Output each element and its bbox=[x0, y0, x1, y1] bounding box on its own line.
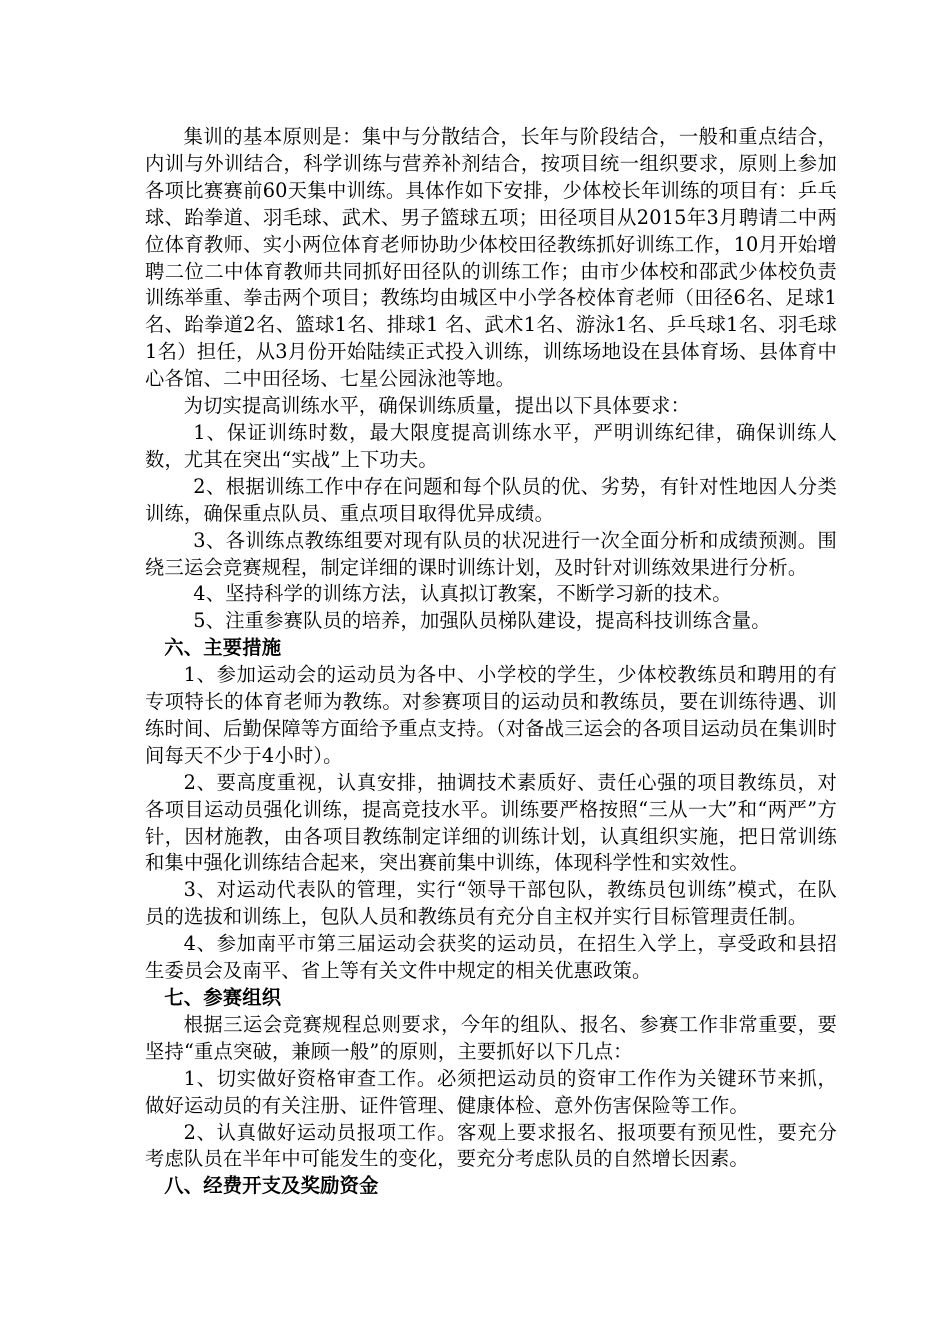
paragraph-requirement-4: 4、坚持科学的训练方法，认真拟订教案，不断学习新的技术。 bbox=[193, 582, 732, 606]
paragraph-training-principles: 集训的基本原则是：集中与分散结合，长年与阶段结合，一般和重点结合，内训与外训结合，科学训练与营养补剂结合，按项目统一组织要求，原则上参加各项比赛赛前60天集中训练。具体作如下安排，少体校长年训练的项目有：乒乓球、跆拳道、羽毛球、武术、男子篮球五项；田径项目从2015年3月聘请二中两位体育教师、实小两位体育老师协助少体校田径教练抓好训练工作，10月开始增聘二位二中体育教师共同抓好田径队的训练工作；由市少体校和邵武少体校负责训练举重、拳击两个项目；教练均由城区中小学各校体育老师（田径6名、足球1名、跆拳道2名、篮球1名、排球1 名、武术1名、游泳1名、乒乓球1名、羽毛球1名）担任，从3月份开始陆续正式投入训练，训练场地设在县体育场、县体育中心各馆、二中田径场、七星公园泳池等地。 bbox=[145, 125, 837, 391]
section-heading-6: 六、主要措施 bbox=[164, 636, 282, 660]
section-heading-8: 八、经费开支及奖励资金 bbox=[164, 1174, 379, 1198]
paragraph-measure-1: 1、参加运动会的运动员为各中、小学校的学生，少体校教练员和聘用的有专项特长的体育老师为教练。对参赛项目的运动员和教练员，要在训练待遇、训练时间、后勤保障等方面给予重点支持。（对备战三运会的各项目运动员在集训时间每天不少于4小时）。 bbox=[145, 663, 837, 767]
paragraph-measure-4: 4、参加南平市第三届运动会获奖的运动员，在招生入学上，享受政和县招生委员会及南平、省上等有关文件中规定的相关优惠政策。 bbox=[145, 932, 837, 983]
paragraph-measure-2: 2、要高度重视，认真安排，抽调技术素质好、责任心强的项目教练员，对各项目运动员强化训练，提高竞技水平。训练要严格按照“三从一大”和“两严”方针，因材施教，由各项目教练制定详细的训练计划，认真组织实施，把日常训练和集中强化训练结合起来，突出赛前集中训练，体现科学性和实效性。 bbox=[145, 770, 837, 875]
paragraph-organization-intro: 根据三运会竞赛规程总则要求，今年的组队、报名、参赛工作非常重要，要坚持“重点突破，兼顾一般”的原则，主要抓好以下几点： bbox=[145, 1012, 837, 1063]
paragraph-organization-1: 1、切实做好资格审查工作。必须把运动员的资审工作作为关键环节来抓，做好运动员的有关注册、证件管理、健康体检、意外伤害保险等工作。 bbox=[145, 1066, 837, 1117]
paragraph-measure-3: 3、对运动代表队的管理，实行“领导干部包队，教练员包训练”模式，在队员的选拔和训练上，包队人员和教练员有充分自主权并实行目标管理责任制。 bbox=[145, 878, 837, 929]
paragraph-requirement-5: 5、注重参赛队员的培养，加强队员梯队建设，提高科技训练含量。 bbox=[193, 609, 771, 633]
document-body bbox=[145, 124, 837, 1200]
paragraph-requirement-3: 3、各训练点教练组要对现有队员的状况进行一次全面分析和成绩预测。围绕三运会竞赛规程，制定详细的课时训练计划，及时针对训练效果进行分析。 bbox=[145, 528, 837, 579]
section-heading-7: 七、参赛组织 bbox=[164, 986, 282, 1009]
paragraph-requirement-2: 2、根据训练工作中存在问题和每个队员的优、劣势，有针对性地因人分类训练，确保重点队员、重点项目取得优异成绩。 bbox=[145, 474, 837, 525]
paragraph-requirements-intro: 为切实提高训练水平，确保训练质量，提出以下具体要求： bbox=[183, 394, 691, 418]
paragraph-requirement-1: 1、保证训练时数，最大限度提高训练水平，严明训练纪律，确保训练人数，尤其在突出“实战”上下功夫。 bbox=[145, 420, 837, 471]
paragraph-organization-2: 2、认真做好运动员报项工作。客观上要求报名、报项要有预见性，要充分考虑队员在半年中可能发生的变化，要充分考虑队员的自然增长因素。 bbox=[145, 1120, 837, 1171]
